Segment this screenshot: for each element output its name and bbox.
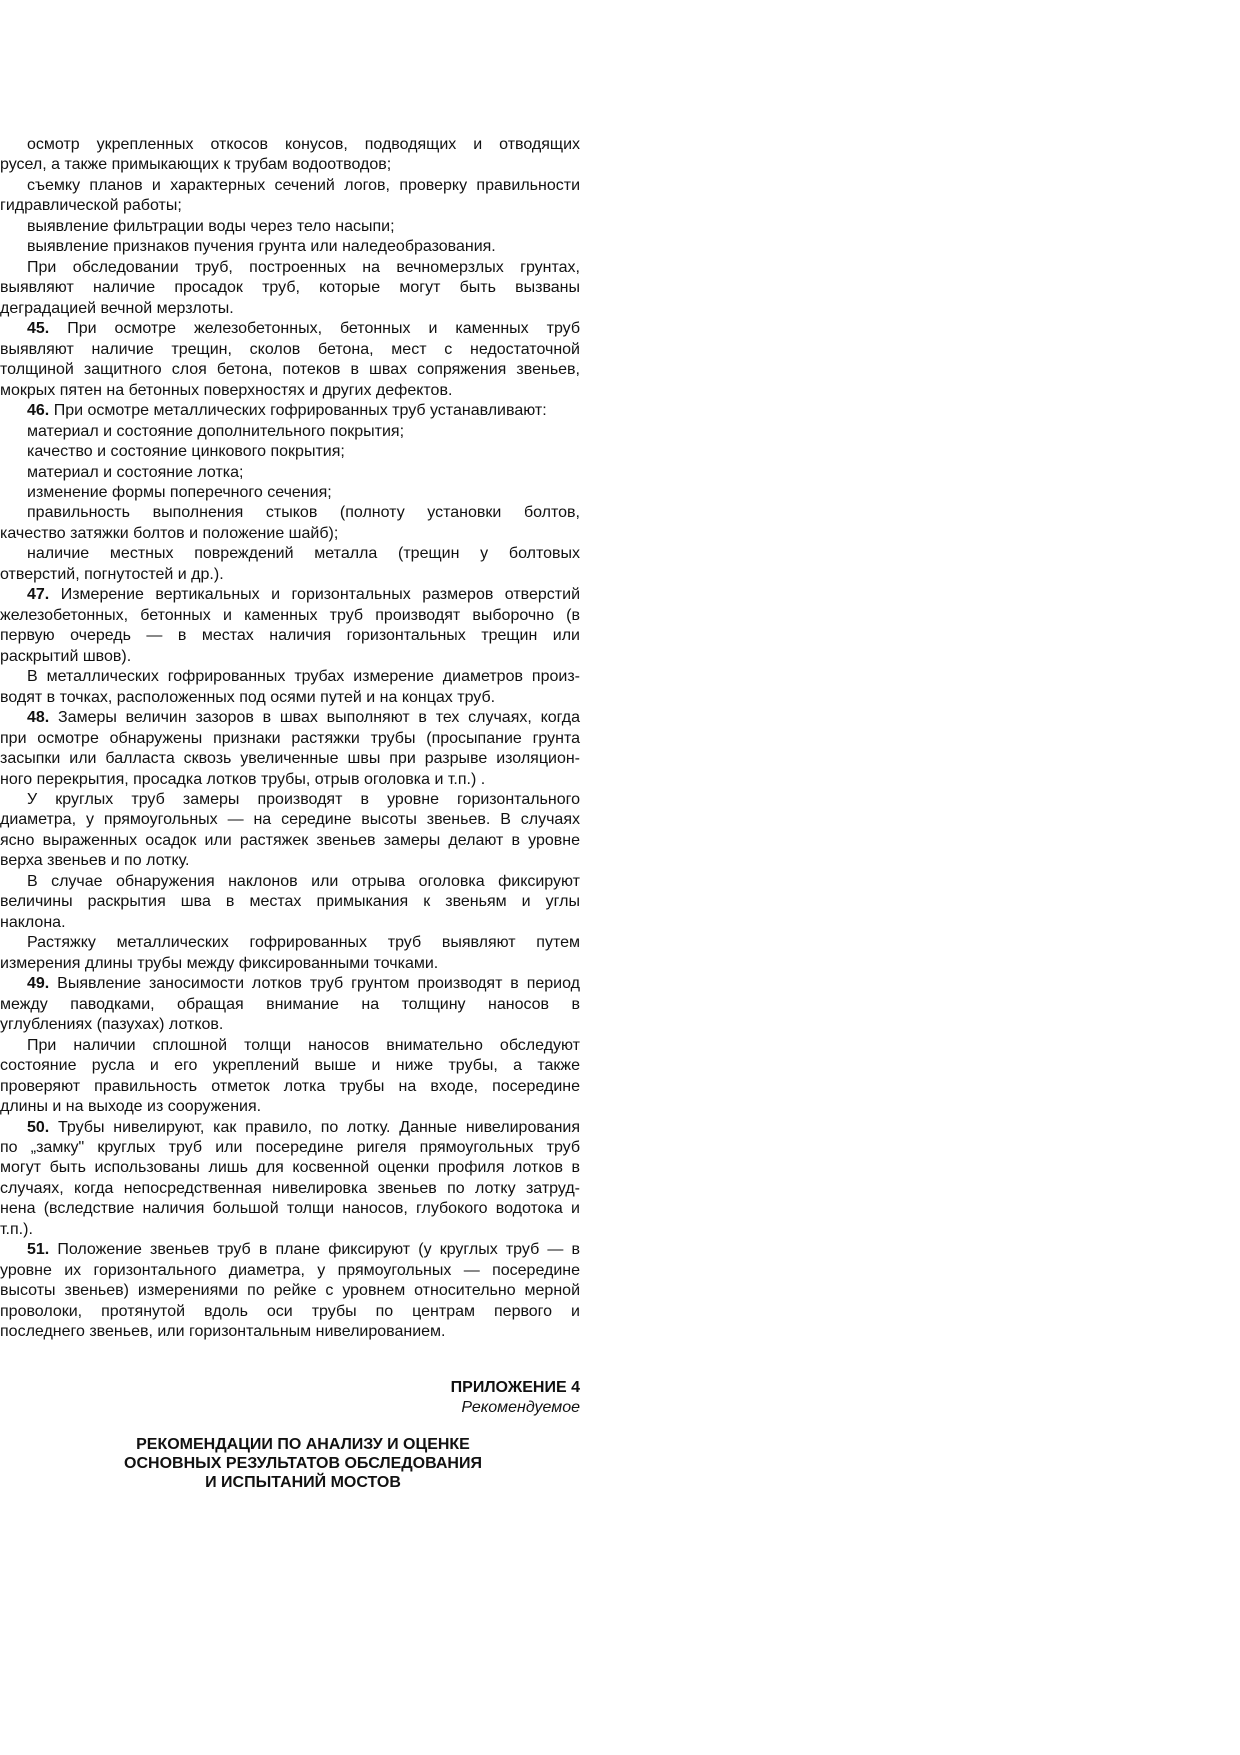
section-title-line: РЕКОМЕНДАЦИИ ПО АНАЛИЗУ И ОЦЕНКЕ [136, 1436, 470, 1453]
paragraph [0, 135, 580, 176]
text-line [0, 299, 580, 319]
paragraph [0, 503, 580, 544]
text-line [0, 892, 580, 912]
text-line [0, 1118, 580, 1138]
line-text: В металлических гофрированных трубах измерение диаметров произ- [27, 668, 580, 686]
line-text: могут быть использованы лишь для косвенной оценки профиля лотков в [0, 1159, 580, 1177]
line-text: уровне их горизонтального диаметра, у прямоугольных — посередине [0, 1261, 580, 1279]
text-line [0, 196, 580, 216]
text-line [0, 1322, 580, 1342]
line-text: выявляют наличие просадок труб, которые могут быть вызваны [0, 279, 580, 297]
text-line [0, 1097, 580, 1117]
line-text: Выявление заносимости лотков труб грунтом производят в период [49, 975, 580, 993]
text-line [0, 954, 580, 974]
paragraph [0, 442, 580, 462]
line-text: длины и на выходе из сооружения. [0, 1098, 262, 1116]
numbered-paragraph [0, 1240, 580, 1342]
line-text: углублениях (пазухах) лотков. [0, 1016, 224, 1034]
line-text: верха звеньев и по лотку. [0, 852, 190, 870]
text-line [0, 463, 580, 483]
line-text: диаметра, у прямоугольных — на середине высоты звеньев. В случаях [0, 811, 580, 829]
text-line [0, 319, 580, 339]
line-text: толщиной защитного слоя бетона, потеков в швах сопряжения звеньев, [0, 361, 580, 379]
text-line [0, 667, 580, 687]
text-line [0, 483, 580, 503]
paragraph-number: 50. [27, 1118, 50, 1136]
text-line [0, 913, 580, 933]
paragraph [0, 217, 580, 237]
text-line [0, 135, 580, 155]
line-text: ясно выраженных осадок или растяжек звеньев замеры делают в уровне [0, 831, 580, 849]
text-line [0, 585, 580, 605]
paragraph [0, 258, 580, 319]
line-text: первую очередь — в местах наличия горизонтальных трещин или [0, 627, 580, 645]
text-line [0, 831, 580, 851]
numbered-paragraph [0, 1118, 580, 1241]
line-text: измерения длины трубы между фиксированными точками. [0, 954, 439, 972]
text-line [0, 647, 580, 667]
numbered-paragraph [0, 585, 580, 667]
numbered-paragraph [0, 401, 580, 421]
line-text: т.п.). [0, 1220, 33, 1238]
text-line [0, 749, 580, 769]
text-line [0, 1179, 580, 1199]
line-text: изменение формы поперечного сечения; [27, 483, 332, 501]
numbered-paragraph [0, 974, 580, 1035]
text-line [0, 626, 580, 646]
text-line [0, 1138, 580, 1158]
text-line [0, 790, 580, 810]
line-text: раскрытий швов). [0, 647, 132, 665]
text-line [0, 688, 580, 708]
text-line [0, 872, 580, 892]
text-line [0, 1036, 580, 1056]
section-title [0, 1435, 606, 1492]
line-text: При осмотре железобетонных, бетонных и каменных труб [49, 320, 580, 338]
text-line [0, 729, 580, 749]
line-text: отверстий, погнутостей и др.). [0, 565, 224, 583]
paragraph [0, 933, 580, 974]
line-text: русел, а также примыкающих к трубам водоотводов; [0, 156, 392, 174]
line-text: последнего звеньев, или горизонтальным нивелированием. [0, 1323, 446, 1341]
line-text: высоты звеньев) измерениями по рейке с уровнем относительно мерной [0, 1282, 580, 1300]
line-text: железобетонных, бетонных и каменных труб производят выборочно (в [0, 606, 580, 624]
line-text: съемку планов и характерных сечений логов, проверку правильности [27, 176, 580, 194]
text-line [0, 278, 580, 298]
line-text: гидравлической работы; [0, 197, 182, 215]
text-line [0, 237, 580, 257]
line-text: нена (вследствие наличия большой толщи наносов, глубокого водотока и [0, 1200, 580, 1218]
paragraph-number: 45. [27, 320, 50, 338]
text-line [0, 176, 580, 196]
paragraph-number: 46. [27, 402, 50, 420]
appendix-subtitle: Рекомендуемое [461, 1399, 580, 1416]
text-line [0, 422, 580, 442]
paragraph [0, 790, 580, 872]
text-line [0, 1015, 580, 1035]
paragraph [0, 237, 580, 257]
text-line [0, 1199, 580, 1219]
text-line [0, 1261, 580, 1281]
line-text: наличие местных повреждений металла (трещин у болтовых [27, 545, 580, 563]
paragraph-number: 48. [27, 709, 50, 727]
line-text: При осмотре металлических гофрированных труб устанавливают: [49, 402, 547, 420]
text-line [0, 155, 580, 175]
line-text: правильность выполнения стыков (полноту установки болтов, [27, 504, 580, 522]
line-text: величины раскрытия шва в местах примыкания к звеньям и углы [0, 893, 580, 911]
numbered-paragraph [0, 708, 580, 790]
line-text: качество и состояние цинкового покрытия; [27, 443, 345, 461]
text-line [0, 1281, 580, 1301]
text-line [0, 401, 580, 421]
paragraph [0, 667, 580, 708]
text-line [0, 851, 580, 871]
line-text: Замеры величин зазоров в швах выполняют в тех случаях, когда [49, 709, 580, 727]
text-line [0, 524, 580, 544]
text-line [0, 1158, 580, 1178]
line-text: состояние русла и его укреплений выше и ниже трубы, а также [0, 1057, 580, 1075]
section-title-line: ОСНОВНЫХ РЕЗУЛЬТАТОВ ОБСЛЕДОВАНИЯ [124, 1455, 482, 1472]
text-line [0, 381, 580, 401]
paragraph [0, 872, 580, 933]
paragraph [0, 483, 580, 503]
line-text: наклона. [0, 913, 66, 931]
text-line [0, 1302, 580, 1322]
line-text: ного перекрытия, просадка лотков трубы, отрыв оголовка и т.п.) . [0, 770, 486, 788]
paragraph [0, 463, 580, 483]
line-text: Растяжку металлических гофрированных труб выявляют путем [27, 934, 580, 952]
numbered-paragraph [0, 319, 580, 401]
text-line [0, 544, 580, 564]
line-text: При наличии сплошной толщи наносов внимательно обследуют [27, 1036, 580, 1054]
text-line [0, 503, 580, 523]
line-text: случаях, когда непосредственная нивелировка звеньев по лотку затруд- [0, 1179, 580, 1197]
text-line [0, 258, 580, 278]
line-text: засыпки или балласта сквозь увеличенные швы при разрыве изоляцион- [0, 750, 580, 768]
line-text: по „замку" круглых труб или посередине ригеля прямоугольных труб [0, 1138, 580, 1156]
text-line [0, 995, 580, 1015]
line-text: между паводками, обращая внимание на толщину наносов в [0, 995, 580, 1013]
appendix-header [0, 1378, 580, 1418]
text-line [0, 1220, 580, 1240]
paragraph-number: 51. [27, 1241, 50, 1259]
line-text: выявляют наличие трещин, сколов бетона, мест с недостаточной [0, 340, 580, 358]
line-text: В случае обнаружения наклонов или отрыва оголовка фиксируют [27, 872, 580, 890]
paragraph-number: 49. [27, 975, 50, 993]
line-text: проверяют правильность отметок лотка трубы на входе, посередине [0, 1077, 580, 1095]
line-text: при осмотре обнаружены признаки растяжки трубы (просыпание грунта [0, 729, 580, 747]
line-text: мокрых пятен на бетонных поверхностях и других дефектов. [0, 381, 453, 399]
text-line [0, 933, 580, 953]
line-text: Измерение вертикальных и горизонтальных размеров отверстий [49, 586, 580, 604]
section-title-line: И ИСПЫТАНИЙ МОСТОВ [205, 1474, 401, 1491]
line-text: водят в точках, расположенных под осями путей и на концах труб. [0, 688, 496, 706]
body-text [0, 135, 580, 1343]
line-text: качество затяжки болтов и положение шайб); [0, 524, 339, 542]
paragraph [0, 544, 580, 585]
line-text: У круглых труб замеры производят в уровне горизонтального [27, 791, 580, 808]
paragraph-number: 47. [27, 586, 50, 604]
line-text: выявление признаков пучения грунта или наледеобразования. [27, 238, 496, 256]
text-line [0, 770, 580, 790]
text-line [0, 442, 580, 462]
paragraph [0, 1036, 580, 1118]
text-line [0, 810, 580, 830]
line-text: При обследовании труб, построенных на вечномерзлых грунтах, [27, 258, 580, 276]
text-line [0, 1077, 580, 1097]
text-line [0, 708, 580, 728]
paragraph [0, 422, 580, 442]
line-text: осмотр укрепленных откосов конусов, подводящих и отводящих [27, 136, 580, 153]
text-line [0, 565, 580, 585]
line-text: деградацией вечной мерзлоты. [0, 299, 234, 317]
text-line [0, 1240, 580, 1260]
text-line [0, 217, 580, 237]
appendix-title: ПРИЛОЖЕНИЕ 4 [450, 1379, 580, 1396]
line-text: Трубы нивелируют, как правило, по лотку. Данные нивелирования [49, 1118, 580, 1136]
text-line [0, 974, 580, 994]
line-text: материал и состояние дополнительного покрытия; [27, 422, 405, 440]
text-line [0, 340, 580, 360]
text-line [0, 1056, 580, 1076]
line-text: Положение звеньев труб в плане фиксируют (у круглых труб — в [49, 1241, 580, 1259]
line-text: проволоки, протянутой вдоль оси трубы по центрам первого и [0, 1302, 580, 1320]
paragraph [0, 176, 580, 217]
text-line [0, 360, 580, 380]
text-line [0, 606, 580, 626]
line-text: выявление фильтрации воды через тело насыпи; [27, 217, 395, 235]
line-text: материал и состояние лотка; [27, 463, 244, 481]
